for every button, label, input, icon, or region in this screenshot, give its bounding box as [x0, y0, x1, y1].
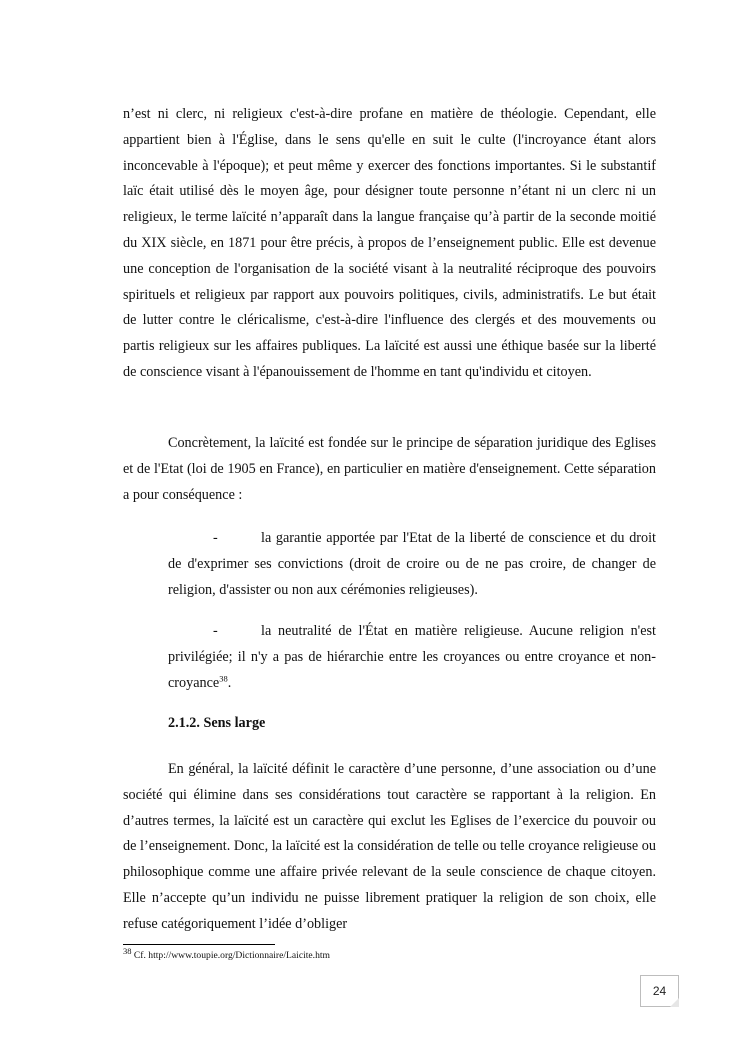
bullet-item-liberte-conscience [168, 526, 656, 603]
footnote-number: 38 [123, 945, 132, 956]
paragraph-separation-principle: Concrètement, la laïcité est fondée sur le principe de séparation juridique des Eglises et de l'Etat (loi de 1905 en France), en particulier en matière d'enseignement. Cette séparation a pour conséquence : [123, 435, 656, 503]
page-number: 24 [640, 975, 679, 1007]
bullet-end-punctuation: . [227, 674, 232, 691]
footnote-reference: 38 [219, 672, 228, 683]
footnote [123, 945, 330, 961]
bullet-item-neutralite [168, 619, 656, 696]
bullet-text: la garantie apportée par l'Etat de la liberté de conscience et du droit de d'exprimer ses convictions (droit de croire ou de ne pas croire, de changer de religion, d'assister ou non aux cérémonies religieuses). [168, 530, 656, 598]
bullet-dash: - [213, 530, 218, 546]
bullet-dash: - [213, 623, 218, 639]
paragraph-laicite-history: n’est ni clerc, ni religieux c'est-à-dire profane en matière de théologie. Cependant, elle appartient bien à l'Église, dans le sens qu'elle en suit le culte (l'incroyance étant alors inconcevable à l'époque); et peut même y exercer des fonctions importantes. Si le substantif laïc était utilisé dès le moyen âge, pour désigner toute personne n’étant ni un clerc ni un religieux, le terme laïcité n’apparaît dans la langue française qu’à partir de la seconde moitié du XIX siècle, en 1871 pour être précis, à propos de l’enseignement public. Elle est devenue une conception de l'organisation de la société visant à la neutralité réciproque des pouvoirs spirituels et religieux par rapport aux pouvoirs politiques, civils, administratifs. Le but était de lutter contre le cléricalisme, c'est-à-dire l'influence des clergés et des mouvements ou partis religieux sur les affaires publiques. La laïcité est aussi une éthique basée sur la liberté de conscience visant à l'épanouissement de l'homme en tant qu'individu et citoyen. [123, 106, 656, 380]
bullet-text: la neutralité de l'État en matière religieuse. Aucune religion n'est privilégiée; il n'y a pas de hiérarchie entre les croyances ou entre croyance et non-croyance [168, 623, 656, 691]
footnote-text: Cf. http://www.toupie.org/Dictionnaire/Laicite.htm [131, 950, 330, 961]
footnote-separator [123, 944, 275, 945]
section-heading: 2.1.2. Sens large [168, 715, 266, 731]
paragraph-sens-large: En général, la laïcité définit le caractère d’une personne, d’une association ou d’une société qui élimine dans ses considérations tout caractère se rapportant à la religion. En d’autres termes, la laïcité est un caractère qui exclut les Eglises de l’exercice du pouvoir ou de l’enseignement. Donc, la laïcité est la considération de telle ou telle croyance religieuse ou philosophique comme une affaire privée relevant de la seule conscience de chaque citoyen. Elle n’accepte qu’un individu ne puisse librement pratiquer la religion de son choix, elle refuse catégoriquement l’idée d’obliger [123, 761, 656, 932]
